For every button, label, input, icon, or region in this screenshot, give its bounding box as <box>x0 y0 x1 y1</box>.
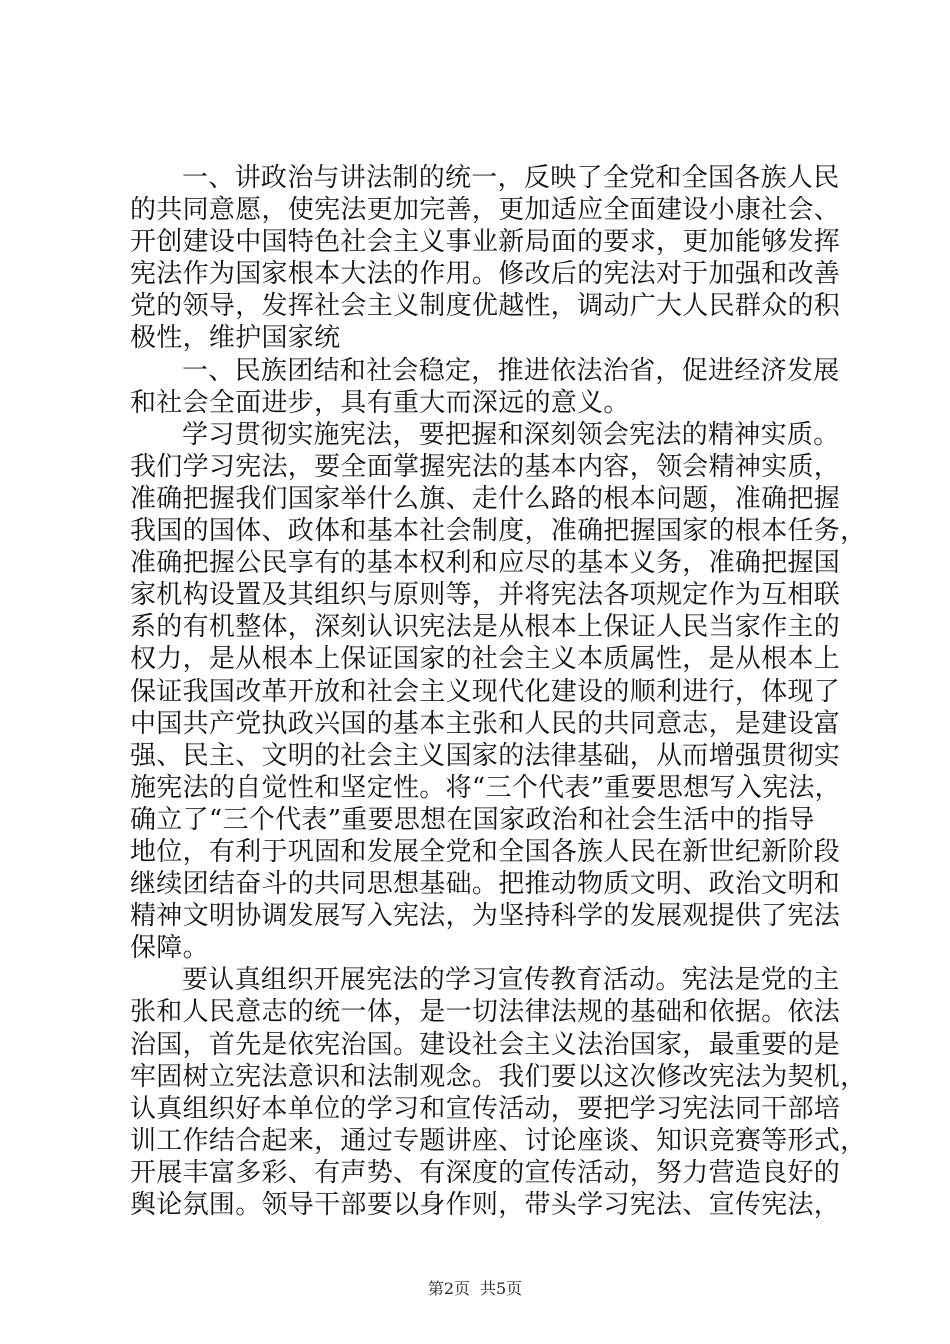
text-line: 强、民主、文明的社会主义国家的法律基础，从而增强贯彻实 <box>130 740 841 771</box>
text-line: 要认真组织开展宪法的学习宣传教育活动。宪法是党的主 <box>182 965 840 996</box>
text-line: 权力，是从根本上保证国家的社会主义本质属性，是从根本上 <box>130 644 841 675</box>
text-line: 的共同意愿，使宪法更加完善，更加适应全面建设小康社会、 <box>130 195 841 226</box>
text-line: 认真组织好本单位的学习和宣传活动，要把学习宪法同干部培 <box>130 1093 841 1124</box>
text-line: 继续团结奋斗的共同思想基础。把推动物质文明、政治文明和 <box>130 869 841 900</box>
text-line: 中国共产党执政兴国的基本主张和人民的共同意志，是建设富 <box>130 708 841 739</box>
text-line: 保证我国改革开放和社会主义现代化建设的顺利进行，体现了 <box>130 676 841 707</box>
text-line: 牢固树立宪法意识和法制观念。我们要以这次修改宪法为契机， <box>130 1061 867 1092</box>
text-line: 一、讲政治与讲法制的统一，反映了全党和全国各族人民 <box>182 163 840 193</box>
text-line: 准确把握公民享有的基本权利和应尽的基本义务，准确把握国 <box>130 548 841 579</box>
text-line: 学习贯彻实施宪法，要把握和深刻领会宪法的精神实质。 <box>182 419 840 450</box>
text-line: 保障。 <box>130 933 209 964</box>
text-line: 确立了“三个代表”重要思想在国家政治和社会生活中的指导 <box>130 804 815 835</box>
text-line: 极性，维护国家统 <box>130 323 341 354</box>
page-footer <box>0 1279 950 1299</box>
text-line: 和社会全面进步，具有重大而深远的意义。 <box>130 387 630 418</box>
text-line: 准确把握我们国家举什么旗、走什么路的根本问题，准确把握 <box>130 483 841 514</box>
text-line: 系的有机整体，深刻认识宪法是从根本上保证人民当家作主的 <box>130 612 841 643</box>
text-line: 我国的国体、政体和基本社会制度，准确把握国家的根本任务， <box>130 516 867 547</box>
text-line: 我们学习宪法，要全面掌握宪法的基本内容，领会精神实质， <box>130 451 841 482</box>
text-line: 家机构设置及其组织与原则等，并将宪法各项规定作为互相联 <box>130 580 841 611</box>
text-line: 精神文明协调发展写入宪法，为坚持科学的发展观提供了宪法 <box>130 901 841 932</box>
text-line: 开展丰富多彩、有声势、有深度的宣传活动，努力营造良好的 <box>130 1157 841 1188</box>
text-line: 开创建设中国特色社会主义事业新局面的要求，更加能够发挥 <box>130 227 841 258</box>
body-text <box>130 162 867 1221</box>
text-line: 训工作结合起来，通过专题讲座、讨论座谈、知识竞赛等形式， <box>130 1125 867 1156</box>
text-line: 党的领导，发挥社会主义制度优越性，调动广大人民群众的积 <box>130 291 841 322</box>
text-line: 一、民族团结和社会稳定，推进依法治省，促进经济发展 <box>182 355 840 386</box>
page-total: 共5页 <box>480 1279 523 1298</box>
text-line: 宪法作为国家根本大法的作用。修改后的宪法对于加强和改善 <box>130 259 841 290</box>
text-line: 地位，有利于巩固和发展全党和全国各族人民在新世纪新阶段 <box>130 836 841 867</box>
page-number: 第2页 <box>427 1279 470 1298</box>
text-line: 张和人民意志的统一体，是一切法律法规的基础和依据。依法 <box>130 997 841 1028</box>
text-line: 舆论氛围。领导干部要以身作则，带头学习宪法、宣传宪法， <box>130 1190 841 1220</box>
text-line: 治国，首先是依宪治国。建设社会主义法治国家，最重要的是 <box>130 1029 841 1060</box>
text-line: 施宪法的自觉性和坚定性。将“三个代表”重要思想写入宪法， <box>130 772 841 803</box>
